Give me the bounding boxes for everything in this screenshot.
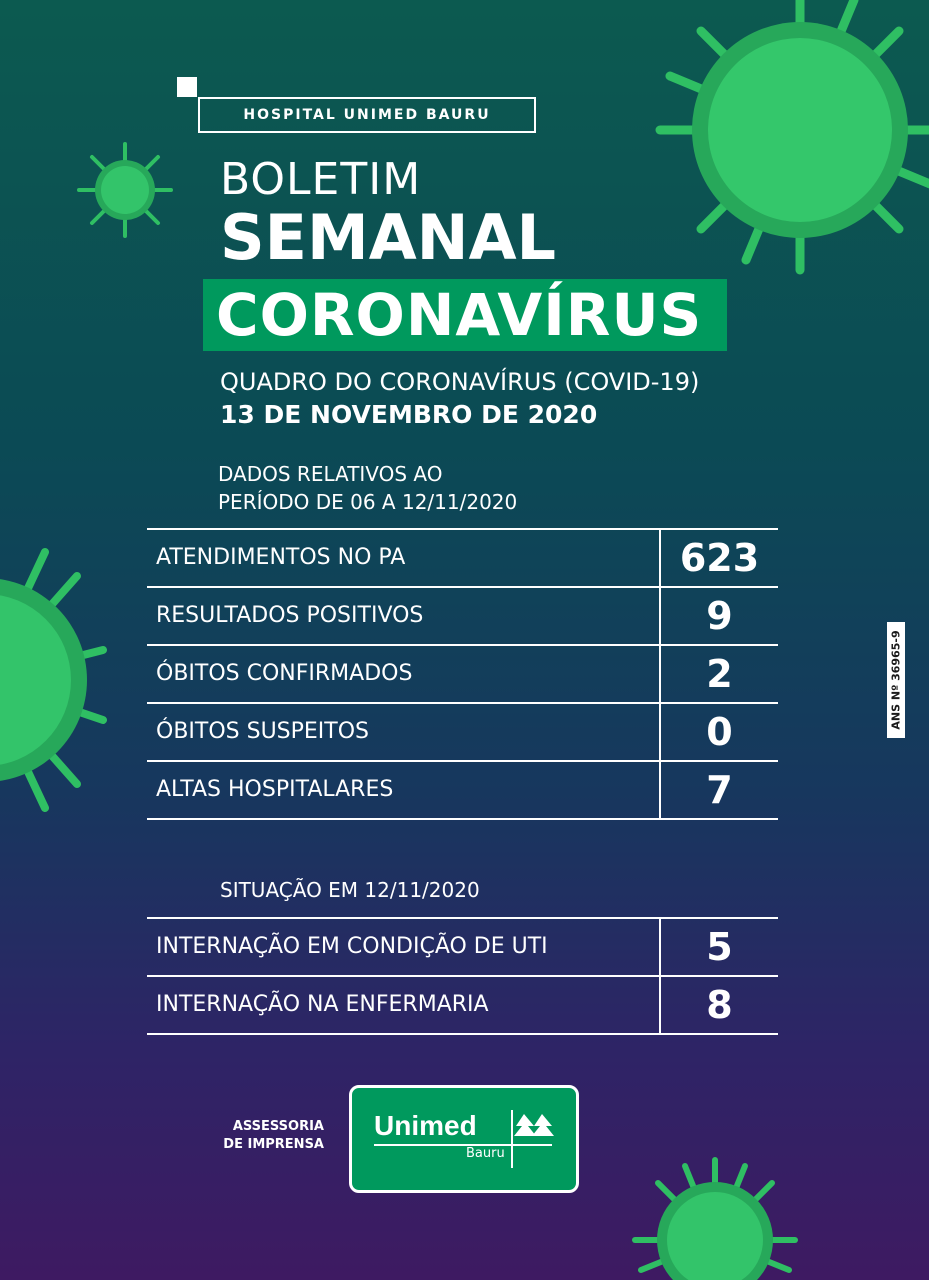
- table-row: [147, 975, 778, 1035]
- logo-rule: [511, 1110, 513, 1168]
- virus-icon: [630, 1155, 800, 1280]
- situation-table: [147, 917, 778, 1035]
- unimed-logo: [349, 1085, 579, 1193]
- stat-label: ALTAS HOSPITALARES: [156, 777, 394, 802]
- hospital-name-box: [198, 97, 536, 133]
- title-semanal: SEMANAL: [220, 201, 557, 274]
- ans-registration-tag: [887, 622, 905, 738]
- period-line-2: PERÍODO DE 06 A 12/11/2020: [218, 490, 518, 514]
- stat-value: 2: [706, 652, 733, 696]
- weekly-stats-table: [147, 528, 778, 820]
- hospital-name: HOSPITAL UNIMED BAURU: [243, 107, 491, 123]
- stat-label: INTERNAÇÃO EM CONDIÇÃO DE UTI: [156, 934, 548, 959]
- title-coronavirus: CORONAVÍRUS: [216, 281, 703, 349]
- period-line-1: DADOS RELATIVOS AO: [218, 462, 443, 486]
- virus-icon: [75, 140, 175, 240]
- stat-value: 9: [706, 594, 733, 638]
- stat-value: 0: [706, 710, 733, 754]
- table-row: [147, 528, 778, 586]
- table-row: [147, 586, 778, 644]
- ans-number: ANS Nº 36965-9: [889, 630, 903, 730]
- unimed-tree-icon: [514, 1112, 554, 1142]
- period-description: [218, 460, 517, 516]
- logo-rule: [374, 1144, 552, 1146]
- press-office-line-2: DE IMPRENSA: [223, 1137, 324, 1152]
- stat-value: 8: [706, 983, 733, 1027]
- press-office-line-1: ASSESSORIA: [232, 1119, 324, 1134]
- table-row: [147, 917, 778, 975]
- stat-value: 7: [706, 768, 733, 812]
- virus-icon: [0, 530, 110, 830]
- stat-label: ÓBITOS CONFIRMADOS: [156, 661, 413, 686]
- logo-name: Unimed: [374, 1110, 477, 1141]
- stat-label: INTERNAÇÃO NA ENFERMARIA: [156, 992, 489, 1017]
- table-row: [147, 644, 778, 702]
- subtitle: QUADRO DO CORONAVÍRUS (COVID-19): [220, 368, 700, 396]
- situation-label: SITUAÇÃO EM 12/11/2020: [220, 878, 480, 902]
- table-row: [147, 760, 778, 820]
- logo-city: Bauru: [466, 1146, 505, 1161]
- press-office-label: [200, 1118, 324, 1154]
- corner-square: [177, 77, 197, 97]
- stat-label: ATENDIMENTOS NO PA: [156, 545, 406, 570]
- table-row: [147, 702, 778, 760]
- stat-label: RESULTADOS POSITIVOS: [156, 603, 424, 628]
- stat-value: 623: [679, 536, 760, 580]
- stat-value: 5: [706, 925, 733, 969]
- stat-label: ÓBITOS SUSPEITOS: [156, 719, 370, 744]
- bulletin-date: 13 DE NOVEMBRO DE 2020: [220, 400, 598, 429]
- title-boletim: BOLETIM: [220, 154, 422, 205]
- virus-icon: [640, 0, 929, 290]
